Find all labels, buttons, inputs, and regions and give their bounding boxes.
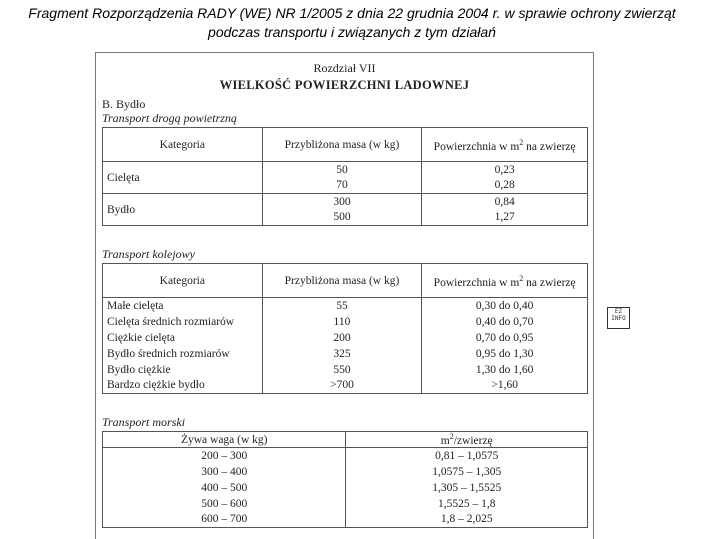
rail-category: Bydło średnich rozmiarów — [103, 346, 263, 362]
road-header-category: Kategoria — [103, 128, 263, 162]
road-mass-cell: 300 — [262, 194, 422, 210]
section-label: B. Bydło — [102, 97, 146, 111]
road-table — [102, 127, 588, 226]
rail-caption: Transport kolejowy — [102, 247, 196, 261]
document-frame — [95, 52, 594, 539]
rail-area: 1,30 do 1,60 — [422, 362, 588, 378]
sea-weight: 600 – 700 — [103, 512, 346, 528]
rail-mass: 55 — [262, 298, 422, 314]
road-area-cell: 0,84 — [422, 194, 588, 210]
road-caption: Transport drogą powietrzną — [102, 111, 237, 125]
table-row — [103, 298, 588, 314]
sea-caption: Transport morski — [102, 415, 186, 429]
sea-area: 1,0575 – 1,305 — [346, 464, 588, 480]
rail-table — [102, 263, 588, 394]
rail-category: Bydło ciężkie — [103, 362, 263, 378]
sea-header-weight: Żywa waga (w kg) — [103, 432, 346, 448]
road-mass-cell: 500 — [262, 210, 422, 226]
sea-area: 1,305 – 1,5525 — [346, 480, 588, 496]
sea-weight: 300 – 400 — [103, 464, 346, 480]
rail-header-category: Kategoria — [103, 264, 263, 298]
chapter-label: Rozdział VII — [313, 61, 376, 75]
page-header — [0, 4, 704, 42]
rail-mass: >700 — [262, 378, 422, 394]
header-line-1: Fragment Rozporządzenia RADY (WE) NR 1/2005 z dnia 22 grudnia 2004 r. w sprawie ochrony zwierząt — [28, 5, 676, 21]
rail-mass: 200 — [262, 330, 422, 346]
sea-table — [102, 431, 588, 528]
sea-header-area: $m^2$/zwierzę — [346, 432, 588, 448]
rail-header-mass: Przybliżona masa (w kg) — [262, 264, 422, 298]
sea-weight: 200 – 300 — [103, 448, 346, 464]
rail-mass: 550 — [262, 362, 422, 378]
rail-area: 0,70 do 0,95 — [422, 330, 588, 346]
road-header-area: Powierzchnia w $m^2$ na zwierzę — [422, 128, 588, 162]
rail-area: 0,30 do 0,40 — [422, 298, 588, 314]
road-row-calves: Cielęta — [103, 162, 263, 194]
sea-area: 1,5525 – 1,8 — [346, 496, 588, 512]
road-area-cell: 0,28 — [422, 178, 588, 194]
rail-category: Cielęta średnich rozmiarów — [103, 314, 263, 330]
table-row — [103, 480, 588, 496]
table-row — [103, 496, 588, 512]
rail-area: 0,40 do 0,70 — [422, 314, 588, 330]
chapter-title: WIELKOŚĆ POWIERZCHNI LADOWNEJ — [219, 78, 470, 92]
header-line-2: podczas transportu i związanych z tym działań — [208, 24, 496, 40]
rail-mass: 325 — [262, 346, 422, 362]
info-icon: EZ INFO — [607, 307, 630, 329]
table-row — [103, 464, 588, 480]
sea-weight: 500 – 600 — [103, 496, 346, 512]
rail-category: Ciężkie cielęta — [103, 330, 263, 346]
rail-area: 0,95 do 1,30 — [422, 346, 588, 362]
table-row — [103, 448, 588, 464]
rail-mass: 110 — [262, 314, 422, 330]
rail-category: Bardzo ciężkie bydło — [103, 378, 263, 394]
rail-header-area: Powierzchnia w $m^2$ na zwierzę — [422, 264, 588, 298]
rail-area: >1,60 — [422, 378, 588, 394]
road-area-cell: 0,23 — [422, 162, 588, 178]
table-row — [103, 330, 588, 346]
sea-area: 1,8 – 2,025 — [346, 512, 588, 528]
road-header-mass: Przybliżona masa (w kg) — [262, 128, 422, 162]
road-mass-cell: 70 — [262, 178, 422, 194]
table-row — [103, 378, 588, 394]
table-row — [103, 512, 588, 528]
road-area-cell: 1,27 — [422, 210, 588, 226]
road-mass-cell: 50 — [262, 162, 422, 178]
table-row — [103, 362, 588, 378]
road-row-cattle: Bydło — [103, 194, 263, 226]
table-row — [103, 314, 588, 330]
sea-area: 0,81 – 1,0575 — [346, 448, 588, 464]
rail-category: Małe cielęta — [103, 298, 263, 314]
table-row — [103, 346, 588, 362]
sea-weight: 400 – 500 — [103, 480, 346, 496]
